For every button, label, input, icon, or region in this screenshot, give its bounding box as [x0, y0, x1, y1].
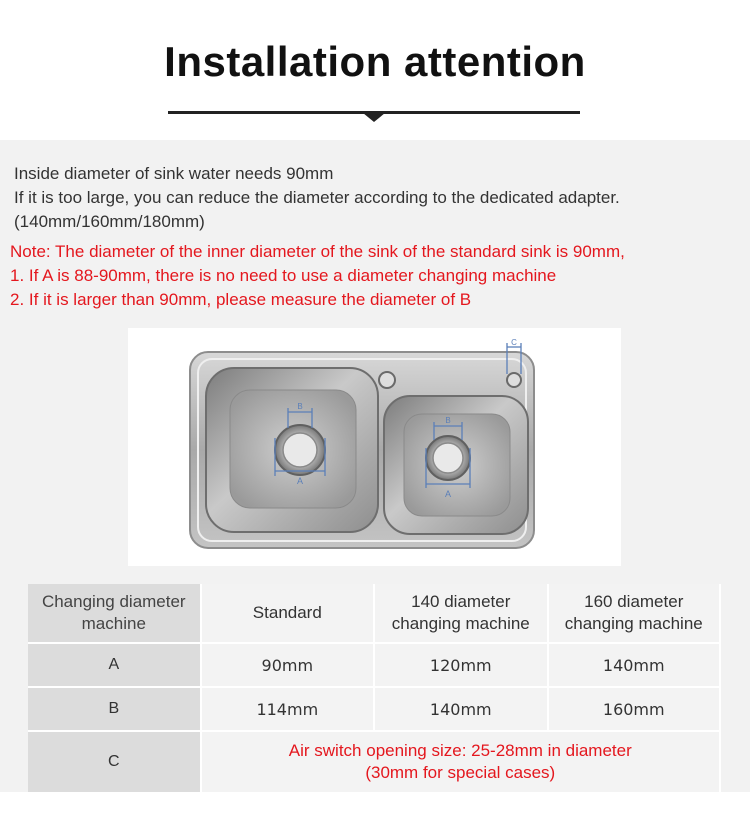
label-c: C [511, 338, 517, 347]
sink-diagram [128, 328, 621, 566]
table-header-cell [28, 584, 202, 644]
table-cell: 160mm [549, 688, 722, 732]
table-row [28, 688, 721, 732]
header-line-2: changing machine [391, 614, 530, 633]
header-line-1: 140 diameter [411, 592, 511, 611]
table-row [28, 732, 721, 794]
label-a-right: A [444, 489, 452, 499]
page-title: Installation attention [164, 38, 586, 85]
table-cell: 114mm [202, 688, 375, 732]
table-cell: 90mm [202, 644, 375, 688]
note-line-3: 2. If it is larger than 90mm, please measure the diameter of B [10, 290, 472, 309]
table-header-cell [202, 584, 375, 644]
note-line-2: 1. If A is 88-90mm, there is no need to use a diameter changing machine [10, 266, 557, 285]
table-cell: 140mm [549, 644, 722, 688]
note-text [10, 240, 625, 312]
down-arrow-icon [363, 113, 385, 122]
table-header-cell [549, 584, 722, 644]
intro-line-1: Inside diameter of sink water needs 90mm [14, 164, 334, 183]
diameter-table [28, 584, 721, 794]
header [0, 0, 750, 140]
intro-line-3: (140mm/160mm/180mm) [14, 212, 205, 231]
row-label: A [28, 644, 202, 688]
header-line-2: machine [81, 614, 146, 633]
header-line-1: Standard [252, 603, 322, 622]
table-cell: 140mm [375, 688, 548, 732]
table-cell: 120mm [375, 644, 548, 688]
intro-line-2: If it is too large, you can reduce the diameter according to the dedicated adapter. [14, 188, 620, 207]
header-line-1: 160 diameter [584, 592, 684, 611]
label-a-left: A [296, 476, 304, 486]
sink-image [128, 328, 621, 566]
row-label: C [28, 732, 202, 794]
row-label: B [28, 688, 202, 732]
table-header-cell [375, 584, 548, 644]
table-header-row [28, 584, 721, 644]
note-line-1: Note: The diameter of the inner diameter of the sink of the standard sink is 90mm, [10, 242, 625, 261]
intro-text [14, 162, 620, 234]
label-b-left: B [297, 402, 303, 411]
air-switch-note [202, 732, 721, 794]
header-line-1: Changing diameter [41, 592, 186, 611]
header-line-2: changing machine [564, 614, 703, 633]
label-b-right: B [445, 416, 451, 425]
air-switch-line-1: Air switch opening size: 25-28mm in diameter [288, 741, 632, 760]
table-row [28, 644, 721, 688]
air-switch-line-2: (30mm for special cases) [365, 763, 556, 782]
footer-strip [0, 792, 750, 816]
